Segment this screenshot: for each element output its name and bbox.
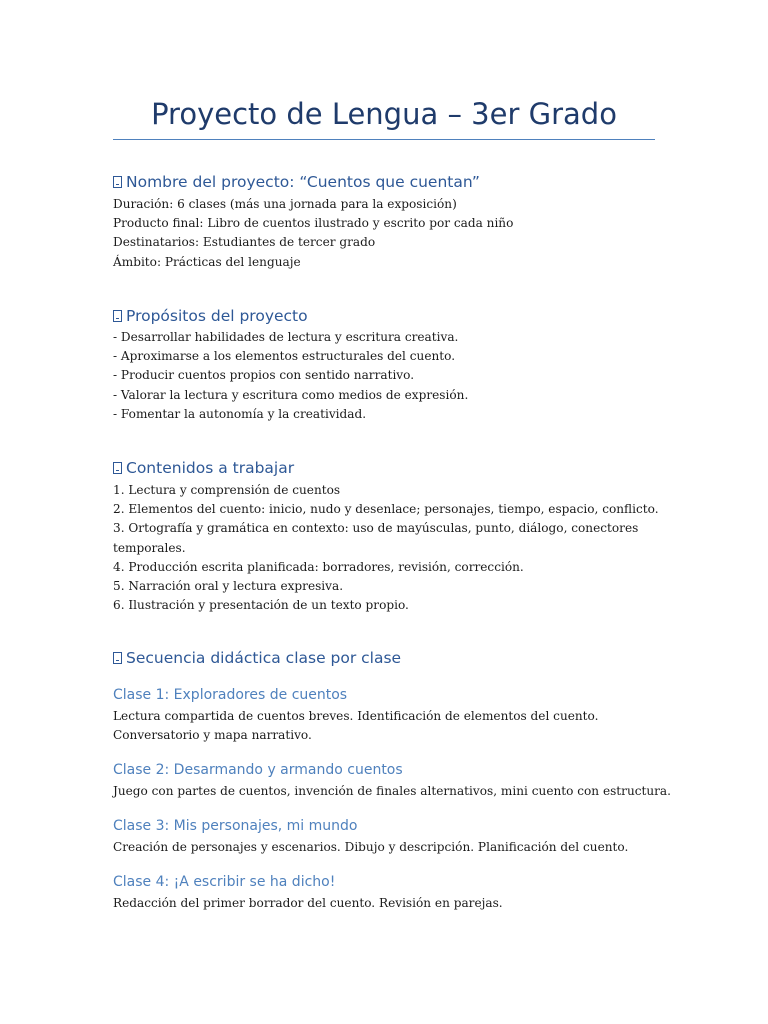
missing-glyph-icon <box>113 310 122 322</box>
list-item: 4. Producción escrita planificada: borradores, revisión, corrección. <box>113 559 524 574</box>
document-title: Proyecto de Lengua – 3er Grado <box>151 97 617 131</box>
info-ambito: Ámbito: Prácticas del lenguaje <box>113 254 301 269</box>
clase-1 <box>113 685 655 745</box>
clase-4-title: Clase 4: ¡A escribir se ha dicho! <box>113 874 336 890</box>
section-contenidos <box>113 457 659 615</box>
missing-glyph-icon <box>113 176 122 188</box>
list-item: - Producir cuentos propios con sentido narrativo. <box>113 368 415 383</box>
section-heading-propositos-text: Propósitos del proyecto <box>126 307 308 325</box>
list-item: 1. Lectura y comprensión de cuentos <box>113 483 341 497</box>
clase-2-title: Clase 2: Desarmando y armando cuentos <box>113 762 403 778</box>
clase-1-description-line: Conversatorio y mapa narrativo. <box>113 728 312 743</box>
clase-3 <box>113 816 655 857</box>
info-producto-final: Producto final: Libro de cuentos ilustrado y escrito por cada niño <box>113 216 514 231</box>
info-destinatarios: Destinatarios: Estudiantes de tercer grado <box>113 235 376 250</box>
section-heading-contenidos-text: Contenidos a trabajar <box>126 459 295 477</box>
clase-3-description-line: Creación de personajes y escenarios. Dibujo y descripción. Planificación del cuento. <box>113 840 629 854</box>
section-heading-nombre <box>113 171 655 193</box>
clase-3-title: Clase 3: Mis personajes, mi mundo <box>113 818 358 834</box>
list-item: - Aproximarse a los elementos estructurales del cuento. <box>113 349 456 364</box>
section-nombre-del-proyecto <box>113 171 655 272</box>
list-item: 5. Narración oral y lectura expresiva. <box>113 579 344 594</box>
list-item: - Fomentar la autonomía y la creatividad. <box>113 406 367 421</box>
list-item-continuation: temporales. <box>113 540 186 555</box>
section-heading-secuencia <box>113 647 655 669</box>
info-duracion: Duración: 6 clases (más una jornada para la exposición) <box>113 197 457 211</box>
title-underline <box>113 139 655 140</box>
list-item: 2. Elementos del cuento: inicio, nudo y desenlace; personajes, tiempo, espacio, conflicto. <box>113 502 659 517</box>
section-secuencia-didactica <box>113 647 655 669</box>
section-heading-nombre-text: Nombre del proyecto: “Cuentos que cuentan” <box>126 173 480 191</box>
section-propositos <box>113 305 655 424</box>
clase-2-description-line: Juego con partes de cuentos, invención de finales alternativos, mini cuento con estructura. <box>113 784 671 798</box>
list-item: 6. Ilustración y presentación de un texto propio. <box>113 598 409 613</box>
clase-4-description-line: Redacción del primer borrador del cuento. Revisión en parejas. <box>113 896 503 910</box>
section-heading-propositos <box>113 305 655 327</box>
missing-glyph-icon <box>113 462 122 474</box>
list-item: 3. Ortografía y gramática en contexto: uso de mayúsculas, punto, diálogo, conectores <box>113 521 639 536</box>
missing-glyph-icon <box>113 652 122 664</box>
clase-4 <box>113 872 655 913</box>
section-heading-contenidos <box>113 457 655 479</box>
clase-1-description-line: Lectura compartida de cuentos breves. Identificación de elementos del cuento. <box>113 709 599 723</box>
list-item: - Desarrollar habilidades de lectura y escritura creativa. <box>113 330 459 344</box>
clase-1-title: Clase 1: Exploradores de cuentos <box>113 687 348 703</box>
clase-2 <box>113 760 671 801</box>
list-item: - Valorar la lectura y escritura como medios de expresión. <box>113 387 469 402</box>
section-heading-secuencia-text: Secuencia didáctica clase por clase <box>126 649 402 667</box>
